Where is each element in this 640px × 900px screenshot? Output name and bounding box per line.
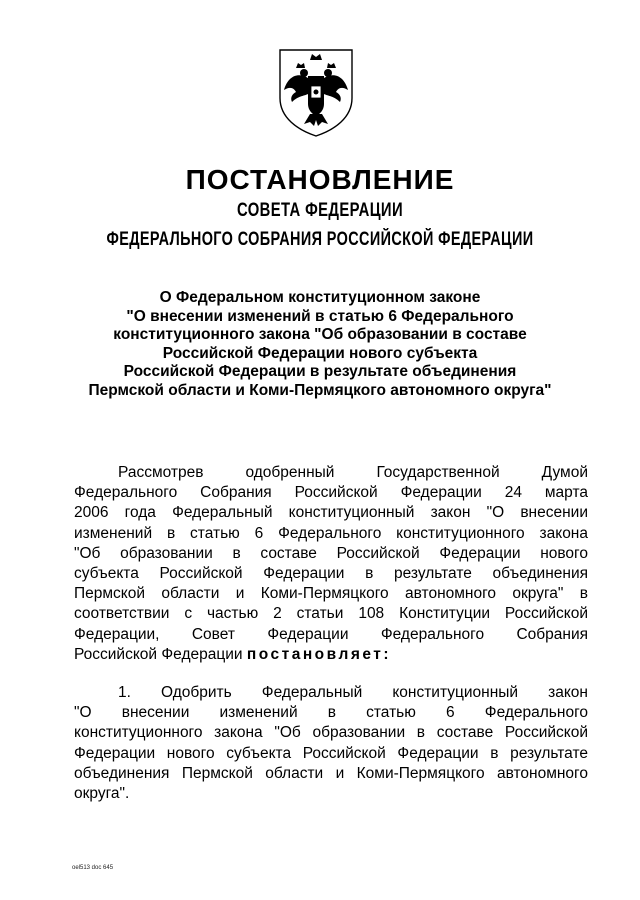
document-code: oel513 doc 645 (72, 865, 114, 871)
paragraph-preamble (74, 463, 588, 665)
paragraph-line: субъекта Российской Федерации в результате объединения (74, 564, 588, 582)
paragraph-line: изменений в статью 6 Федерального конституционного закона (74, 524, 588, 542)
paragraph-line: Рассмотрев одобренный Государственной Думой (118, 464, 588, 481)
law-title-line: Российской Федерации нового субъекта (162, 344, 478, 362)
law-title (60, 289, 580, 401)
law-title-line: Пермской области и Коми-Пермяцкого автономного округа" (88, 381, 552, 399)
law-title-line: "О внесении изменений в статью 6 Федерального (126, 307, 514, 325)
paragraph-line: конституционного закона "Об образовании в составе Российской (74, 724, 588, 742)
paragraph-last-line (74, 645, 588, 665)
paragraph-line: "О внесении изменений в статью 6 Федерального (74, 704, 588, 722)
paragraph-line: 1. Одобрить Федеральный конституционный закон (118, 684, 588, 701)
paragraph-line: Федерального Собрания Российской Федерации 24 марта (74, 484, 588, 502)
paragraph-line: округа". (74, 784, 130, 802)
issuing-body-line1: СОВЕТА ФЕДЕРАЦИИ (236, 200, 404, 221)
law-title-line: О Федеральном конституционном законе (159, 289, 481, 306)
paragraph-line: Пермской области и Коми-Пермяцкого автономного округа" в (74, 585, 588, 603)
issuing-body-line2: ФЕДЕРАЛЬНОГО СОБРАНИЯ РОССИЙСКОЙ ФЕДЕРАЦИИ (106, 229, 534, 250)
paragraph-line: соответствии с частью 2 статьи 108 Конституции Российской (74, 605, 588, 623)
law-title-line: конституционного закона "Об образовании в составе (113, 326, 527, 344)
coat-of-arms-icon (274, 46, 358, 138)
resolution-keyword: постановляет: (246, 645, 392, 663)
paragraph-line: Федерации, Совет Федерации Федерального Собрания (74, 625, 588, 643)
document-title: ПОСТАНОВЛЕНИЕ (185, 164, 455, 195)
paragraph-line: объединения Пермской области и Коми-Пермяцкого автономного (74, 764, 588, 782)
paragraph-line-text: Российской Федерации (74, 645, 247, 663)
law-title-line: Российской Федерации в результате объединения (123, 363, 517, 381)
paragraph-line: Федерации нового субъекта Российской Федерации в результате (74, 744, 588, 762)
paragraph-line: 2006 года Федеральный конституционный закон "О внесении (74, 504, 588, 522)
paragraph-line: "Об образовании в составе Российской Федерации нового (74, 544, 588, 562)
paragraph-item-1 (74, 683, 588, 804)
